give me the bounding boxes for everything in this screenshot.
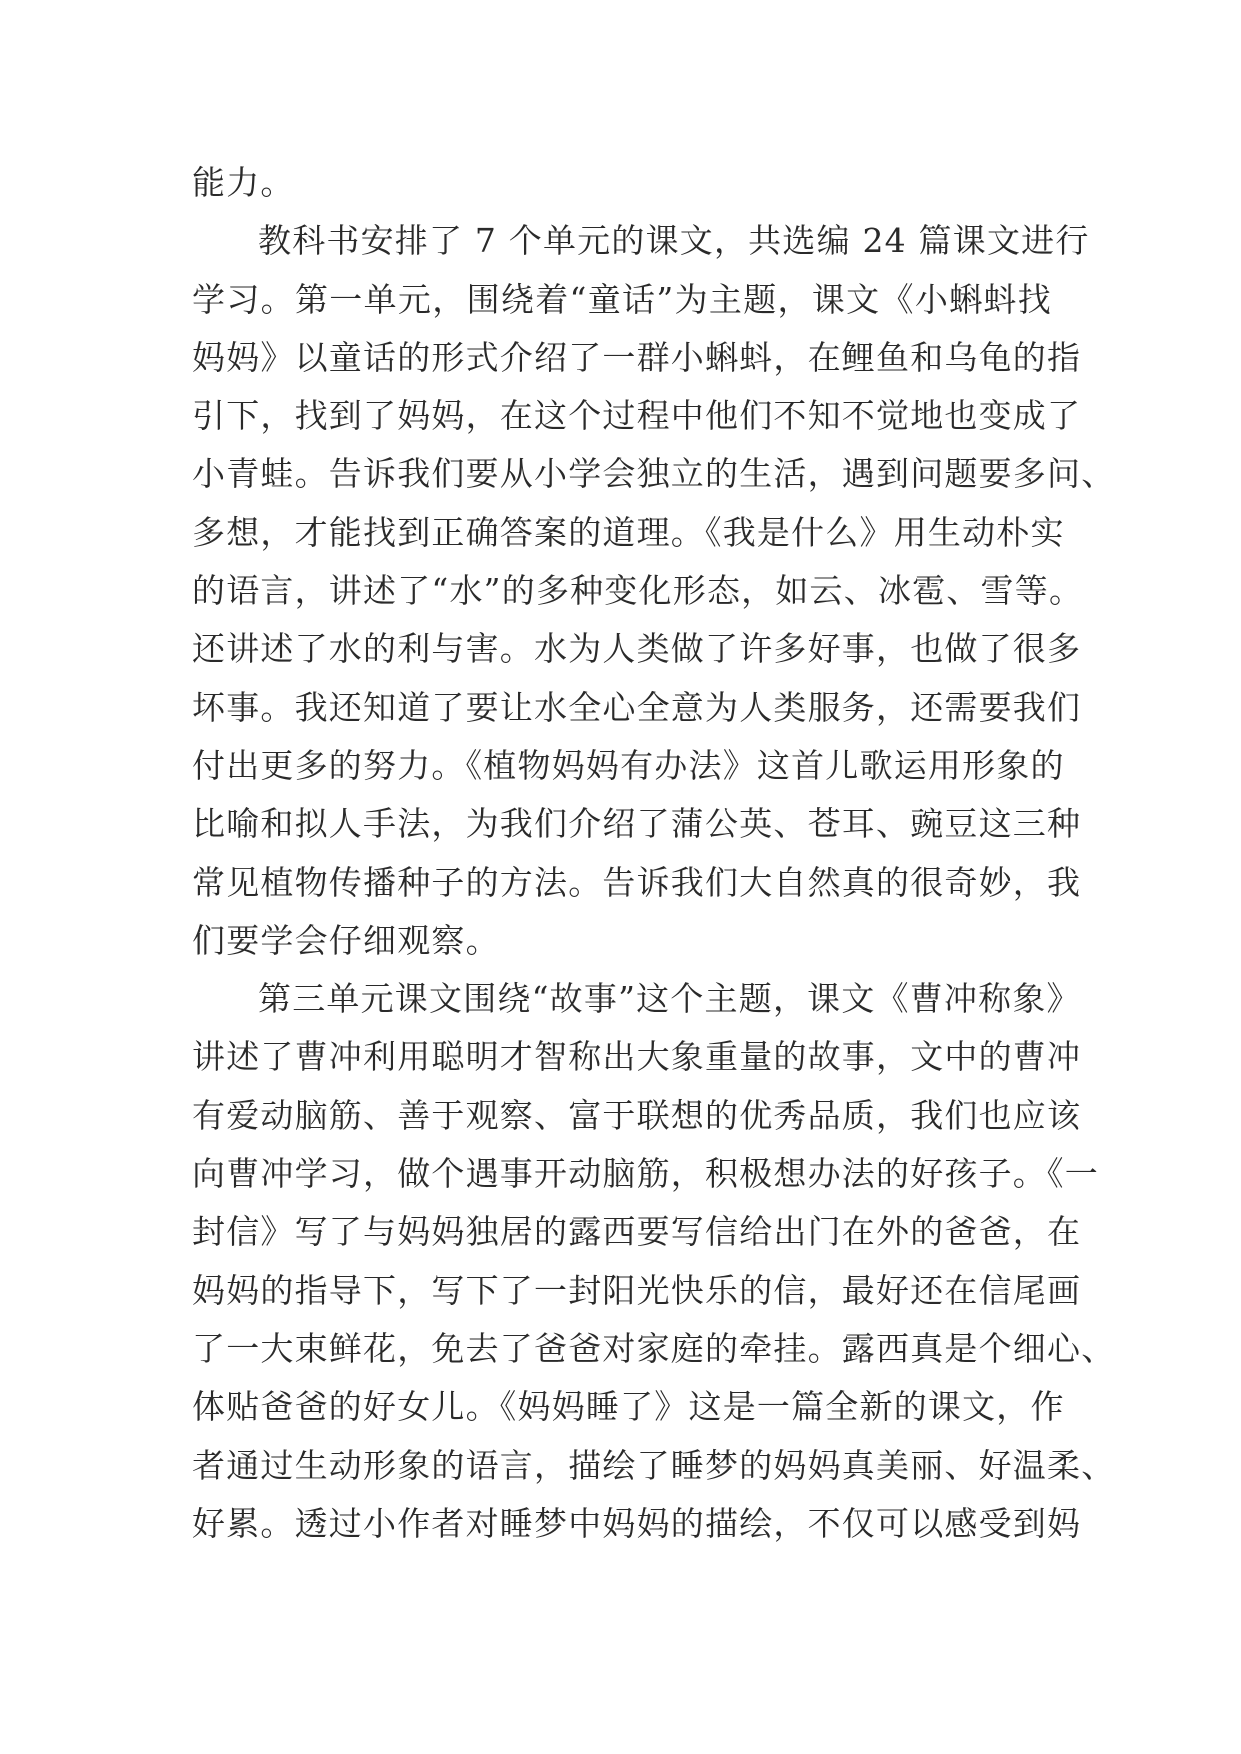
text-line: 讲述了曹冲利用聪明才智称出大象重量的故事，文中的曹冲 (192, 1037, 1082, 1077)
text-line: 多想，才能找到正确答案的道理。《我是什么》用生动朴实 (192, 512, 1065, 552)
text-line: 比喻和拟人手法，为我们介绍了蒲公英、苍耳、豌豆这三种 (192, 804, 1082, 844)
text-line: 向曹冲学习，做个遇事开动脑筋，积极想办法的好孩子。《一 (192, 1154, 1099, 1194)
text-line: 教科书安排了 7 个单元的课文，共选编 24 篇课文进行 (258, 221, 1090, 261)
text-line: 了一大束鲜花，免去了爸爸对家庭的牵挂。露西真是个细心、 (192, 1328, 1116, 1368)
text-line: 的语言，讲述了“水”的多种变化形态，如云、冰雹、雪等。 (192, 571, 1084, 611)
text-line: 学习。第一单元，围绕着“童话”为主题，课文《小蝌蚪找 (192, 279, 1052, 319)
text-line: 还讲述了水的利与害。水为人类做了许多好事，也做了很多 (192, 629, 1082, 669)
text-line: 能力。 (192, 163, 295, 202)
text-line: 有爱动脑筋、善于观察、富于联想的优秀品质，我们也应该 (192, 1095, 1082, 1135)
text-line: 封信》写了与妈妈独居的露西要写信给出门在外的爸爸，在 (192, 1212, 1082, 1252)
text-line: 第三单元课文围绕“故事”这个主题，课文《曹冲称象》 (258, 979, 1081, 1019)
text-line: 者通过生动形象的语言，描绘了睡梦的妈妈真美丽、好温柔、 (192, 1445, 1116, 1485)
text-line: 们要学会仔细观察。 (192, 920, 500, 960)
text-line: 好累。透过小作者对睡梦中妈妈的描绘，不仅可以感受到妈 (192, 1503, 1082, 1543)
text-line: 付出更多的努力。《植物妈妈有办法》这首儿歌运用形象的 (192, 745, 1065, 785)
text-line: 妈妈》以童话的形式介绍了一群小蝌蚪，在鲤鱼和乌龟的指 (192, 337, 1082, 377)
text-line: 小青蛙。告诉我们要从小学会独立的生活，遇到问题要多问、 (192, 454, 1116, 494)
text-line: 体贴爸爸的好女儿。《妈妈睡了》这是一篇全新的课文，作 (192, 1387, 1065, 1427)
body-text (192, 154, 1116, 1553)
text-line: 坏事。我还知道了要让水全心全意为人类服务，还需要我们 (192, 687, 1082, 727)
text-line: 妈妈的指导下，写下了一封阳光快乐的信，最好还在信尾画 (192, 1270, 1082, 1310)
text-line: 引下，找到了妈妈，在这个过程中他们不知不觉地也变成了 (192, 396, 1082, 436)
text-line: 常见植物传播种子的方法。告诉我们大自然真的很奇妙，我 (192, 862, 1082, 902)
